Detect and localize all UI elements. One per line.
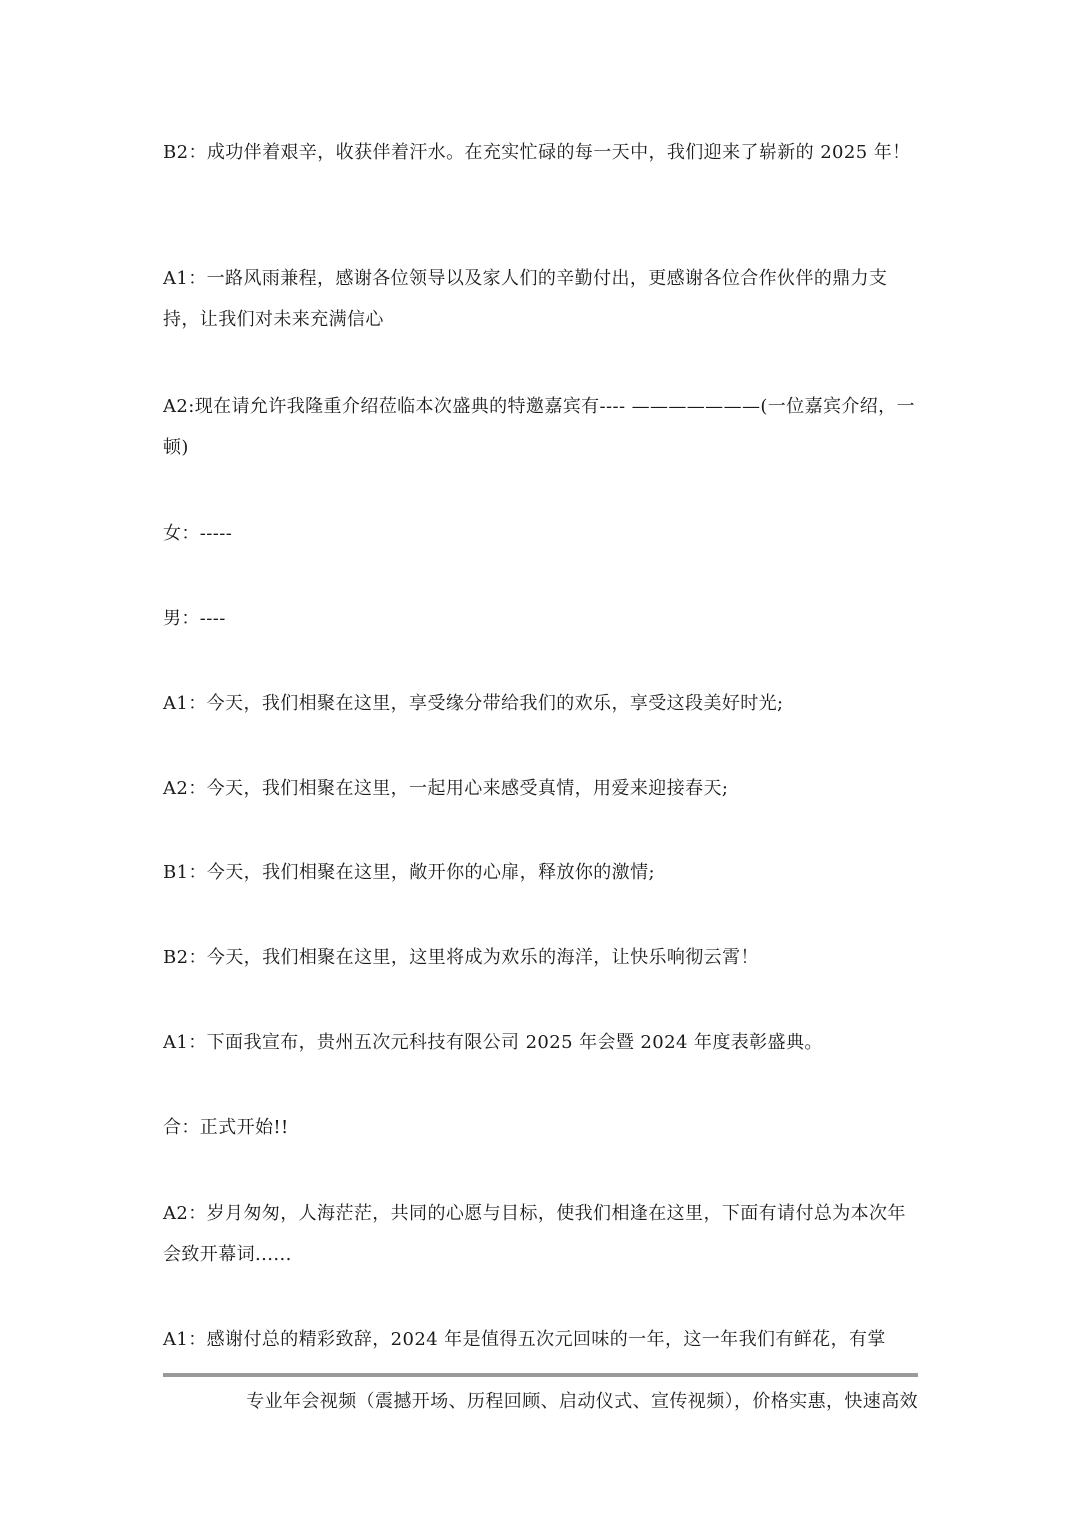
paragraph-b2-intro: B2：成功伴着艰辛，收获伴着汗水。在充实忙碌的每一天中，我们迎来了崭新的 2025 年！ bbox=[163, 142, 911, 163]
paragraph-a1-closing: A1：感谢付总的精彩致辞，2024 年是值得五次元回味的一年，这一年我们有鲜花，有掌 bbox=[163, 1329, 886, 1350]
paragraph-a2-guests: A2:现在请允许我隆重介绍莅临本次盛典的特邀嘉宾有---- ———————(一位嘉宾介绍，一顿) bbox=[163, 396, 915, 458]
paragraph-b2-today: B2：今天，我们相聚在这里，这里将成为欢乐的海洋，让快乐响彻云霄！ bbox=[163, 947, 759, 968]
paragraph-a2-today: A2：今天，我们相聚在这里，一起用心来感受真情，用爱来迎接春天; bbox=[163, 778, 729, 799]
paragraph-b1-today: B1：今天，我们相聚在这里，敞开你的心扉，释放你的激情; bbox=[163, 862, 655, 883]
paragraph-together-start: 合：正式开始!! bbox=[163, 1117, 289, 1138]
paragraph-a1-announce: A1：下面我宣布，贵州五次元科技有限公司 2025 年会暨 2024 年度表彰盛典。 bbox=[163, 1032, 823, 1053]
paragraph-a1-thanks: A1：一路风雨兼程，感谢各位领导以及家人们的辛勤付出，更感谢各位合作伙伴的鼎力支持，让我们对未来充满信心 bbox=[163, 268, 888, 330]
footer-divider bbox=[163, 1373, 918, 1377]
paragraph-a1-today: A1：今天，我们相聚在这里，享受缘分带给我们的欢乐，享受这段美好时光; bbox=[163, 693, 784, 714]
paragraph-female: 女：----- bbox=[163, 523, 233, 544]
paragraph-male: 男：---- bbox=[163, 608, 226, 629]
footer-ad-text: 专业年会视频（震撼开场、历程回顾、启动仪式、宣传视频），价格实惠，快速高效 bbox=[246, 1391, 918, 1412]
paragraph-a2-opening: A2：岁月匆匆，人海茫茫，共同的心愿与目标，使我们相逢在这里，下面有请付总为本次年会致开幕词...... bbox=[163, 1203, 906, 1265]
